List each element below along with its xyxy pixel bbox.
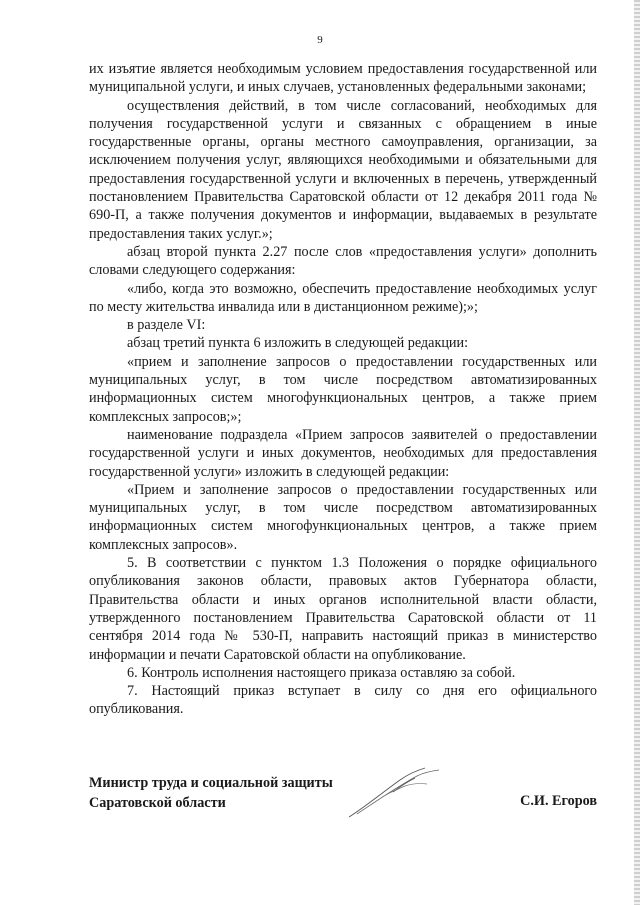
page-number: 9 — [317, 34, 323, 46]
paragraph: в разделе VI: — [127, 317, 206, 334]
signatory-position-line2: Саратовской области — [89, 795, 226, 811]
paragraph: абзац третий пункта 6 изложить в следующей редакции: — [127, 335, 469, 352]
paragraph: наименование подраздела «Прием запросов заявителей о предоставлении государственной услуги и иных документов, необходимых для предоставления государственной услуги» изложить в следующей редакции: — [89, 426, 597, 480]
paragraph: «либо, когда это возможно, обеспечить предоставление необходимых услуг по месту жительства инвалида или в дистанционном режиме);»; — [89, 280, 597, 315]
paragraph: «прием и заполнение запросов о предоставлении государственных или муниципальных услуг, в том числе посредством автоматизированных информационных систем многофункциональных центров, а также прием комплексных запросов;»; — [89, 353, 597, 425]
numbered-paragraph-6: 6. Контроль исполнения настоящего приказа оставляю за собой. — [127, 664, 516, 681]
paragraph-continuation: их изъятие является необходимым условием предоставления государственной или муниципальной услуги, и иных случаев, установленных федеральными законами; — [89, 61, 597, 96]
handwritten-signature — [345, 762, 445, 824]
document-body — [89, 60, 597, 719]
paragraph: абзац второй пункта 2.27 после слов «предоставления услуги» дополнить словами следующего содержания: — [89, 243, 597, 279]
numbered-paragraph-5: 5. В соответствии с пунктом 1.3 Положения о порядке официального опубликования законов области, правовых актов Губернатора области, Правительства области и иных органов исполнительной власти области, утвержденного постановлением Правительства Саратовской области от 11 сентября 2014 года № 530-П, направить настоящий приказ в министерство информации и печати Саратовской области на опубликование. — [89, 555, 597, 663]
paragraph: «Прием и заполнение запросов о предоставлении государственных или муниципальных услуг, в том числе посредством автоматизированных информационных систем многофункциональных центров, а также прием комплексных запросов». — [89, 481, 597, 553]
signatory-name: С.И. Егоров — [520, 793, 597, 809]
scan-edge-border — [634, 0, 640, 905]
numbered-paragraph-7: 7. Настоящий приказ вступает в силу со дня его официального опубликования. — [89, 683, 597, 718]
paragraph: осуществления действий, в том числе согласований, необходимых для получения государственной услуги и связанных с обращением в иные государственные органы, органы местного самоуправления, организации, за исключением получения услуг, являющихся необходимыми и обязательными для предоставления государственной услуги и включенных в перечень, утвержденный постановлением Правительства Саратовской области от 12 декабря 2011 года № 690-П, а также получения документов и информации, выдаваемых в результате предоставления таких услуг.»; — [89, 97, 597, 242]
signatory-position-line1: Министр труда и социальной защиты — [89, 775, 333, 791]
